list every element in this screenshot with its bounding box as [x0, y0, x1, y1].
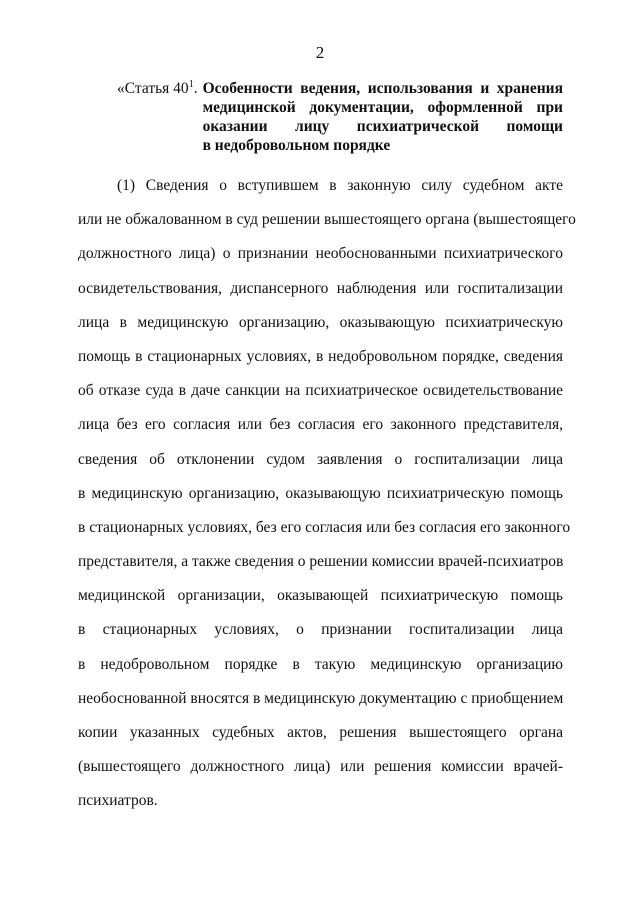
article-title [198, 79, 563, 155]
body-line: копии указанных судебных актов, решения вышестоящего органа [78, 724, 563, 741]
article-title-line: в недобровольном порядке [202, 137, 391, 154]
article-title-line: Особенности ведения, использования и хранения [202, 80, 563, 97]
body-line: необоснованной вносятся в медицинскую документацию с приобщением [78, 689, 564, 707]
article-label-text: «Статья 40 [117, 80, 189, 97]
body-line: или не обжалованном в суд решении вышестоящего органа (вышестоящего [78, 211, 576, 229]
body-line: в стационарных условиях, без его согласия или без согласия его законного [78, 518, 571, 536]
body-line: медицинской организации, оказывающей психиатрическую помощь [78, 587, 563, 605]
body-line: в недобровольном порядке в такую медицинскую организацию [78, 655, 563, 673]
body-line: (1) Сведения о вступившем в законную силу судебном акте [117, 177, 563, 194]
body-line: в стационарных условиях, о признании госпитализации лица [78, 621, 563, 639]
body-line: лица без его согласия или без согласия его законного представителя, [78, 416, 563, 434]
article-label-superscript: 1 [188, 79, 194, 90]
article-title-line: оказании лицу психиатрической помощи [202, 118, 563, 135]
body-line: освидетельствования, диспансерного наблюдения или госпитализации [78, 279, 563, 297]
body-line: должностного лица) о признании необоснованными психиатрического [78, 245, 563, 263]
body-line: представителя, а также сведения о решении комиссии врачей-психиатров [78, 553, 564, 571]
article-body [78, 169, 576, 819]
article-label [117, 79, 198, 155]
body-line: лица в медицинскую организацию, оказывающую психиатрическую [78, 313, 563, 331]
body-line: (вышестоящего должностного лица) или решения комиссии врачей- [78, 758, 563, 776]
body-line: помощь в стационарных условиях, в недобровольном порядке, сведения [78, 347, 563, 365]
article-heading [117, 79, 563, 155]
article-title-line: медицинской документации, оформленной при [202, 99, 563, 116]
body-line: об отказе суда в даче санкции на психиатрическое освидетельствование [78, 382, 563, 400]
page-number: 2 [315, 43, 325, 62]
body-line: психиатров. [78, 792, 158, 810]
body-line: сведения об отклонении судом заявления о госпитализации лица [78, 450, 563, 468]
body-line: в медицинскую организацию, оказывающую психиатрическую помощь [78, 484, 563, 502]
article-label-suffix: . [193, 80, 198, 97]
